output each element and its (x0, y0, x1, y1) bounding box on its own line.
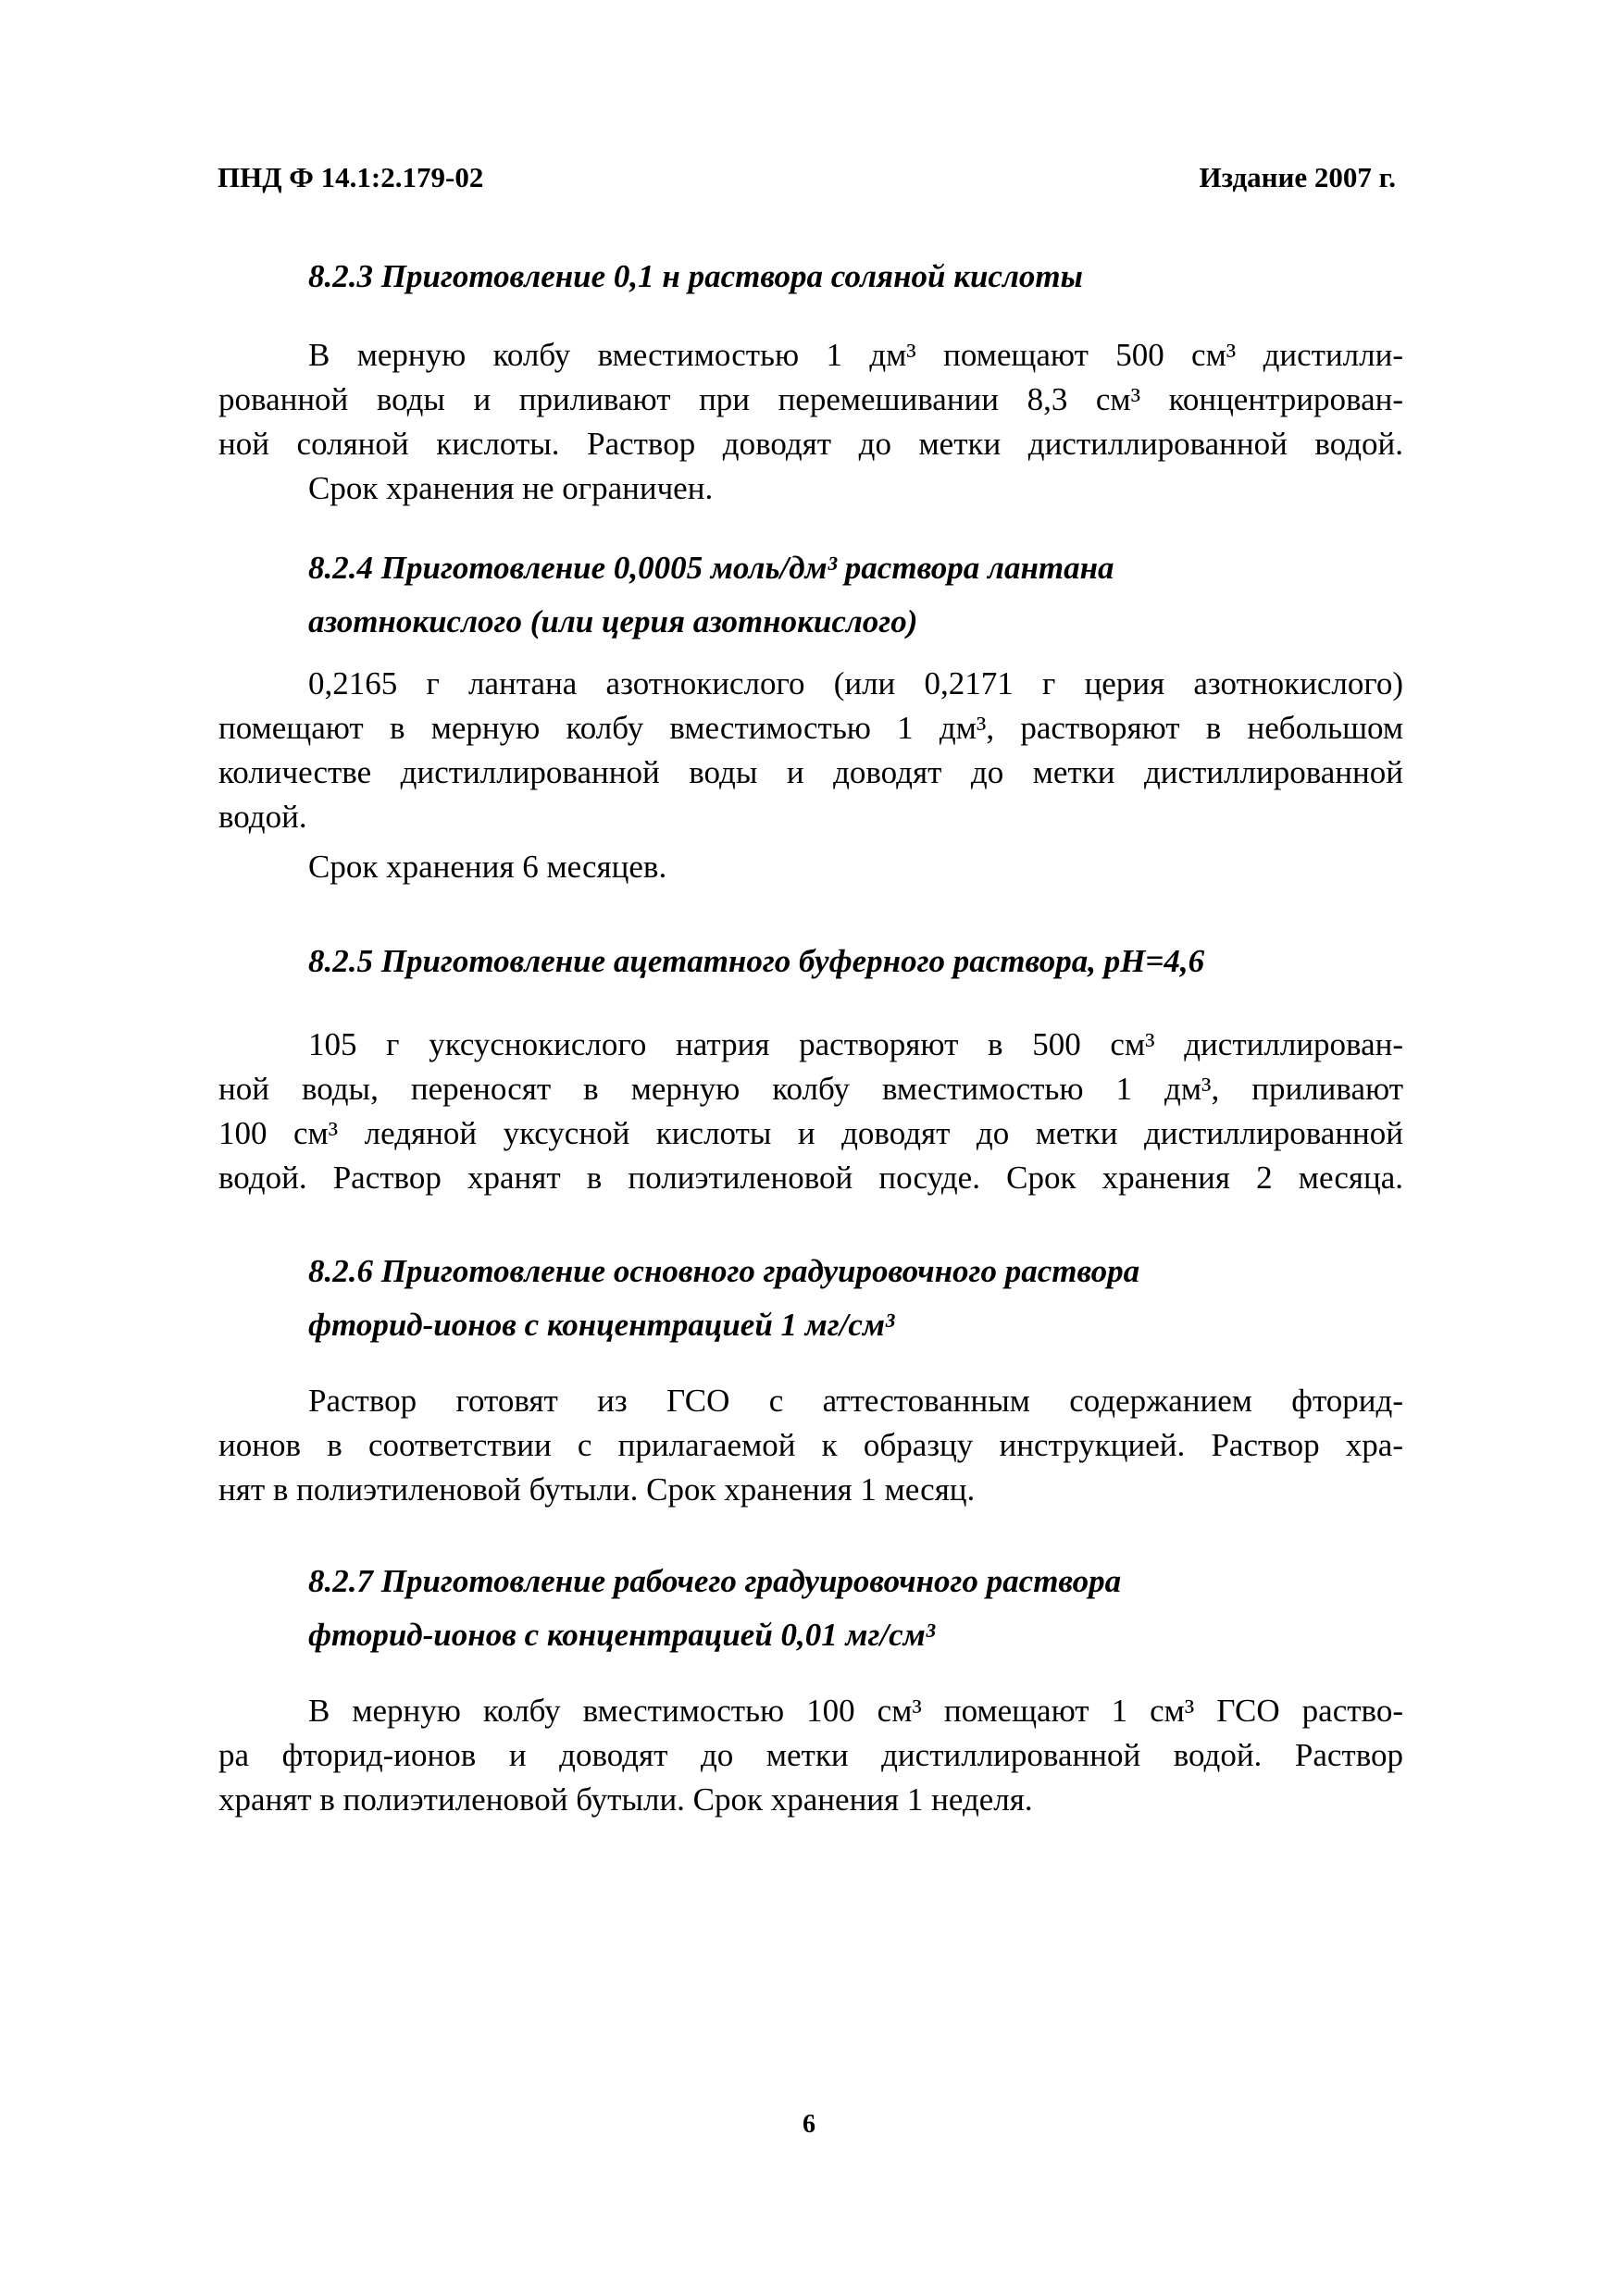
text-line: водой. (218, 799, 307, 835)
text-line: количестве дистиллированной воды и доводят до метки дистиллированной (218, 754, 1403, 790)
page-number: 6 (803, 2110, 815, 2139)
text-line: 0,2165 г лантана азотнокислого (или 0,2171 г церия азотнокислого) (308, 665, 1403, 701)
section-heading-8-2-3: 8.2.3 Приготовление 0,1 н раствора соляной кислоты (308, 258, 1083, 294)
text-line: 100 см³ ледяной уксусной кислоты и доводят до метки дистиллированной (218, 1115, 1403, 1151)
text-line: ионов в соответствии с прилагаемой к образцу инструкцией. Раствор хра- (218, 1427, 1403, 1463)
text-line: Раствор готовят из ГСО с аттестованным содержанием фторид- (308, 1383, 1403, 1419)
edition-label: Издание 2007 г. (1199, 161, 1396, 193)
heading-line: азотнокислого (или церия азотнокислого) (308, 603, 918, 639)
section-body-8-2-3 (218, 333, 1403, 511)
heading-line: фторид-ионов с концентрацией 1 мг/см³ (308, 1307, 895, 1343)
text-line: Срок хранения не ограничен. (308, 470, 714, 506)
section-body-8-2-6 (218, 1379, 1403, 1512)
section-heading-8-2-7 (308, 1555, 1419, 1662)
text-line: рованной воды и приливают при перемешивании 8,3 см³ концентрирован- (218, 381, 1403, 417)
text-line: Срок хранения 6 месяцев. (308, 849, 667, 885)
text-line: водой. Раствор хранят в полиэтиленовой посуде. Срок хранения 2 месяца. (218, 1160, 1403, 1196)
section-body-8-2-4 (218, 662, 1403, 889)
text-line: В мерную колбу вместимостью 100 см³ помещают 1 см³ ГСО раство- (308, 1693, 1403, 1729)
text-line: ной воды, переносят в мерную колбу вместимостью 1 дм³, приливают (218, 1071, 1403, 1107)
text-line: ра фторид-ионов и доводят до метки дистиллированной водой. Раствор (218, 1737, 1403, 1773)
text-line: нят в полиэтиленовой бутыли. Срок хранения 1 месяц. (218, 1471, 976, 1508)
section-body-8-2-5 (218, 1023, 1403, 1200)
heading-line: 8.2.6 Приготовление основного градуировочного раствора (308, 1253, 1140, 1289)
text-line: помещают в мерную колбу вместимостью 1 дм³, растворяют в небольшом (218, 710, 1403, 746)
text-line: ной соляной кислоты. Раствор доводят до метки дистиллированной водой. (218, 426, 1403, 462)
section-heading-8-2-4 (308, 541, 1419, 649)
text-line: хранят в полиэтиленовой бутыли. Срок хранения 1 неделя. (218, 1781, 1033, 1818)
section-heading-8-2-5: 8.2.5 Приготовление ацетатного буферного раствора, pH=4,6 (308, 943, 1205, 979)
heading-line: 8.2.7 Приготовление рабочего градуировочного раствора (308, 1563, 1122, 1599)
text-line: В мерную колбу вместимостью 1 дм³ помещают 500 см³ дистилли- (308, 337, 1403, 373)
document-code: ПНД Ф 14.1:2.179-02 (218, 161, 484, 193)
text-line: 105 г уксуснокислого натрия растворяют в 500 см³ дистиллирован- (308, 1026, 1403, 1062)
heading-line: 8.2.4 Приготовление 0,0005 моль/дм³ раствора лантана (308, 550, 1114, 586)
section-body-8-2-7 (218, 1689, 1403, 1822)
heading-line: фторид-ионов с концентрацией 0,01 мг/см³ (308, 1617, 936, 1653)
section-heading-8-2-6 (308, 1245, 1419, 1352)
